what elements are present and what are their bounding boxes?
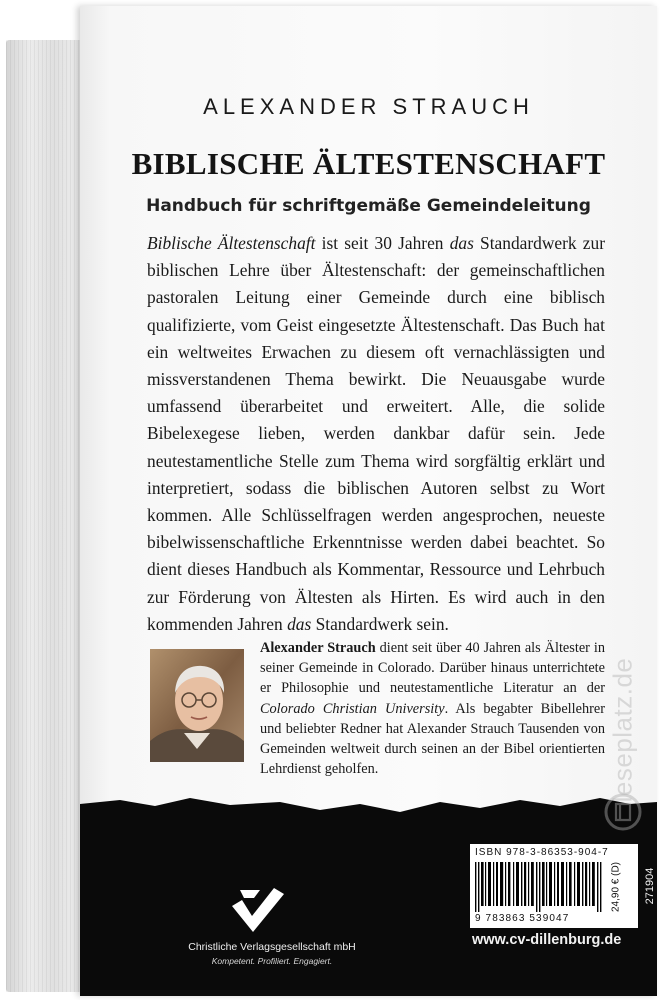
blurb-segment: Standardwerk zur biblischen Lehre über Ältestenschaft: der gemeinschaftlichen pastoralen Leitung einer Gemeinde durch eine biblisch qualifizierte, vom Geist eingesetzte Ältestenschaft. Das Buch hat ein weltweites Erwachen zu diesem oft vernachlässigten und missverstandenen Thema bewirkt. Die Neuausgabe wurde umfassend überarbeitet und erweitert. Alle, die solide Bibelexegese lieben, werden dankbar dafür sein. Jede neutestamentliche Stelle zum Thema wird sorgfältig erklärt und interpretiert, sodass die biblischen Autoren selbst zu Wort kommen. Alle Schlüsselfragen werden angesprochen, neueste bibelwissenschaftliche Erkenntnisse werden dabei beachtet. So dient dieses Handbuch als Kommentar, Ressource und Lehrbuch zur Förderung von Ältesten als Hirten. Es wird auch in den kommenden Jahren xyxy=(147,233,605,634)
blurb-emphasis: das xyxy=(449,233,474,253)
article-number xyxy=(643,851,657,921)
bio-university: Colorado Christian University xyxy=(260,700,445,717)
publisher-logo-icon xyxy=(230,886,286,934)
barcode xyxy=(475,862,603,912)
publisher-website: www.cv-dillenburg.de xyxy=(472,932,622,948)
author-name: ALEXANDER STRAUCH xyxy=(203,94,534,119)
bio-author-name: Alexander Strauch xyxy=(260,640,376,656)
book-title: BIBLISCHE ÄLTESTENSCHAFT xyxy=(131,146,606,181)
page-block xyxy=(6,40,86,992)
blurb-text xyxy=(147,230,605,638)
publisher-name: Christliche Verlagsgesellschaft mbH xyxy=(188,941,356,953)
blurb-segment: ist seit 30 Jahren xyxy=(315,233,450,253)
watermark-book-icon xyxy=(603,792,643,832)
bio-segment: . Als begabter Bibellehrer und beliebter Redner hat Alexander Strauch Tausenden von Gemeinden weltweit durch seinen an der Bibel orientierten Lehrdienst geholfen. xyxy=(260,700,605,778)
author-photo xyxy=(150,649,244,762)
book-back-cover xyxy=(80,6,657,996)
barcode-digits: 9 783863 539047 xyxy=(475,913,570,924)
blurb-title-italic: Biblische Ältestenschaft xyxy=(147,233,316,253)
blurb-segment: Standardwerk sein. xyxy=(311,613,449,634)
bio-segment: dient seit über 40 Jahren als Ältester in seiner Gemeinde in Colorado. Darüber hinaus unterrichtete er Philosophie und neutestamentliche Literatur an der xyxy=(260,640,605,697)
watermark-text: leseplatz.de xyxy=(607,657,638,803)
blurb-emphasis: das xyxy=(287,613,312,634)
isbn-text: ISBN 978-3-86353-904-7 xyxy=(475,847,609,858)
price-label xyxy=(608,849,624,925)
book-subtitle: Handbuch für schriftgemäße Gemeindeleitung xyxy=(146,196,591,216)
price-text: 24,90 € (D) xyxy=(610,861,622,913)
article-number-text: 271904 xyxy=(644,867,656,905)
publisher-tagline: Kompetent. Profiliert. Engagiert. xyxy=(211,956,333,966)
author-bio xyxy=(260,638,605,779)
